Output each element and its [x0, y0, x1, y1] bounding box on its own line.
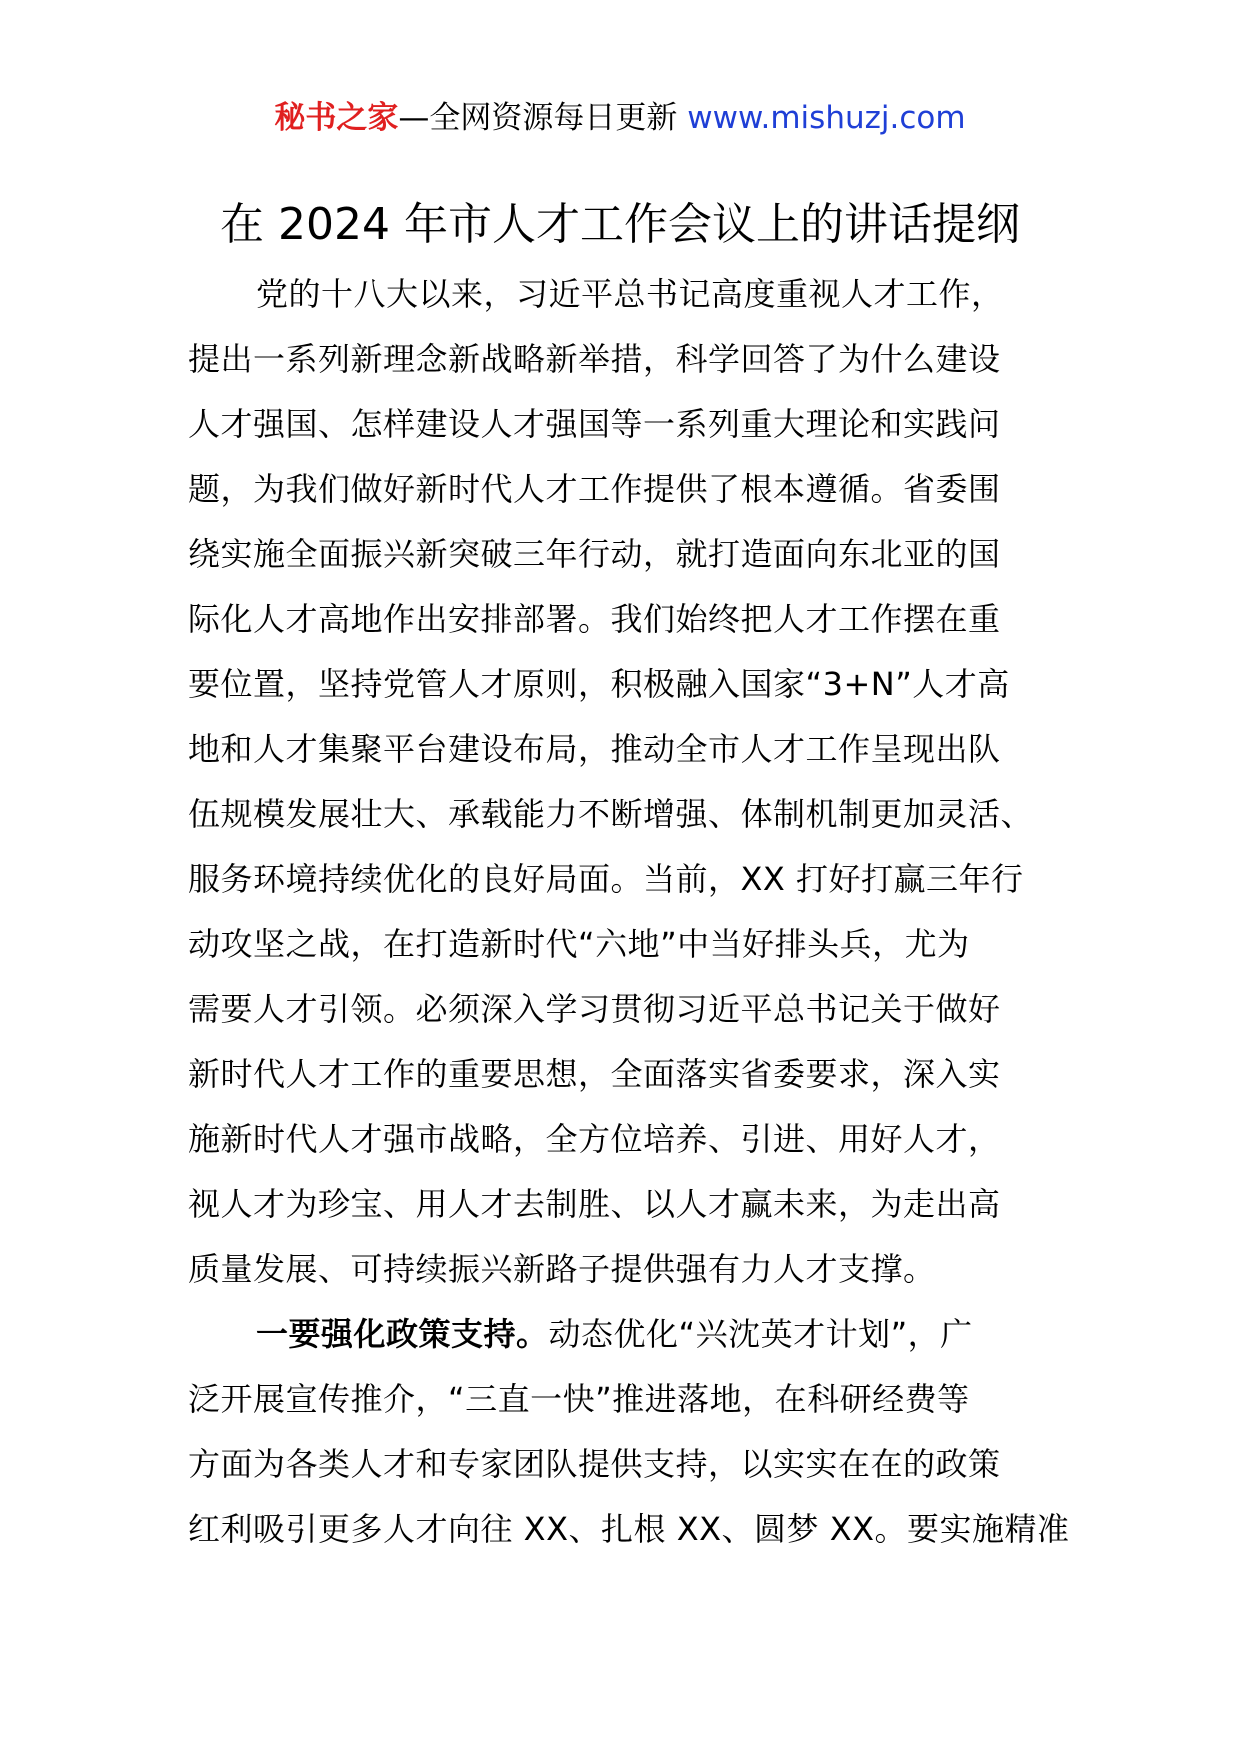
paragraph-line: 质量发展、可持续振兴新路子提供强有力人才支撑。: [188, 1250, 936, 1288]
paragraph-line: 服务环境持续优化的良好局面。当前，XX 打好打赢三年行: [188, 860, 1024, 898]
paragraph-line: 题，为我们做好新时代人才工作提供了根本遵循。省委围: [188, 470, 1001, 508]
document-title: 在 2024 年市人才工作会议上的讲话提纲: [220, 199, 1020, 250]
paragraph-line: 提出一系列新理念新战略新举措，科学回答了为什么建设: [188, 340, 1001, 378]
site-url-link[interactable]: www.mishuzj.com: [687, 100, 966, 136]
paragraph-line: 泛开展宣传推介，“三直一快”推进落地，在科研经费等: [188, 1380, 970, 1418]
paragraph-line: 要位置，坚持党管人才原则，积极融入国家“3+N”人才高: [188, 665, 1010, 703]
section-heading: 一要强化政策支持。: [256, 1315, 549, 1353]
paragraph-line: 方面为各类人才和专家团队提供支持，以实实在在的政策: [188, 1445, 1001, 1483]
site-header: [0, 98, 1240, 138]
paragraph-text: 动态优化“兴沈英才计划”，广: [548, 1315, 973, 1353]
site-slogan: —全网资源每日更新: [398, 100, 678, 136]
document-body: [188, 262, 1070, 1562]
paragraph-line: 视人才为珍宝、用人才去制胜、以人才赢未来，为走出高: [188, 1185, 1001, 1223]
paragraph-line: 新时代人才工作的重要思想，全面落实省委要求，深入实: [188, 1055, 1001, 1093]
paragraph-line: 地和人才集聚平台建设布局，推动全市人才工作呈现出队: [188, 730, 1001, 768]
paragraph-line: 际化人才高地作出安排部署。我们始终把人才工作摆在重: [188, 600, 1001, 638]
paragraph-line: 党的十八大以来，习近平总书记高度重视人才工作，: [256, 275, 1004, 313]
paragraph-line: 伍规模发展壮大、承载能力不断增强、体制机制更加灵活、: [188, 795, 1034, 833]
site-brand: 秘书之家: [274, 100, 399, 136]
paragraph-line: [188, 1302, 1054, 1367]
paragraph-line: 红利吸引更多人才向往 XX、扎根 XX、圆梦 XX。要实施精准: [188, 1510, 1070, 1548]
paragraph-line: 绕实施全面振兴新突破三年行动，就打造面向东北亚的国: [188, 535, 1001, 573]
paragraph-line: 施新时代人才强市战略，全方位培养、引进、用好人才，: [188, 1120, 1001, 1158]
paragraph-line: 动攻坚之战，在打造新时代“六地”中当好排头兵，尤为: [188, 925, 970, 963]
paragraph-line: 需要人才引领。必须深入学习贯彻习近平总书记关于做好: [188, 990, 1001, 1028]
paragraph-line: 人才强国、怎样建设人才强国等一系列重大理论和实践问: [188, 405, 1001, 443]
